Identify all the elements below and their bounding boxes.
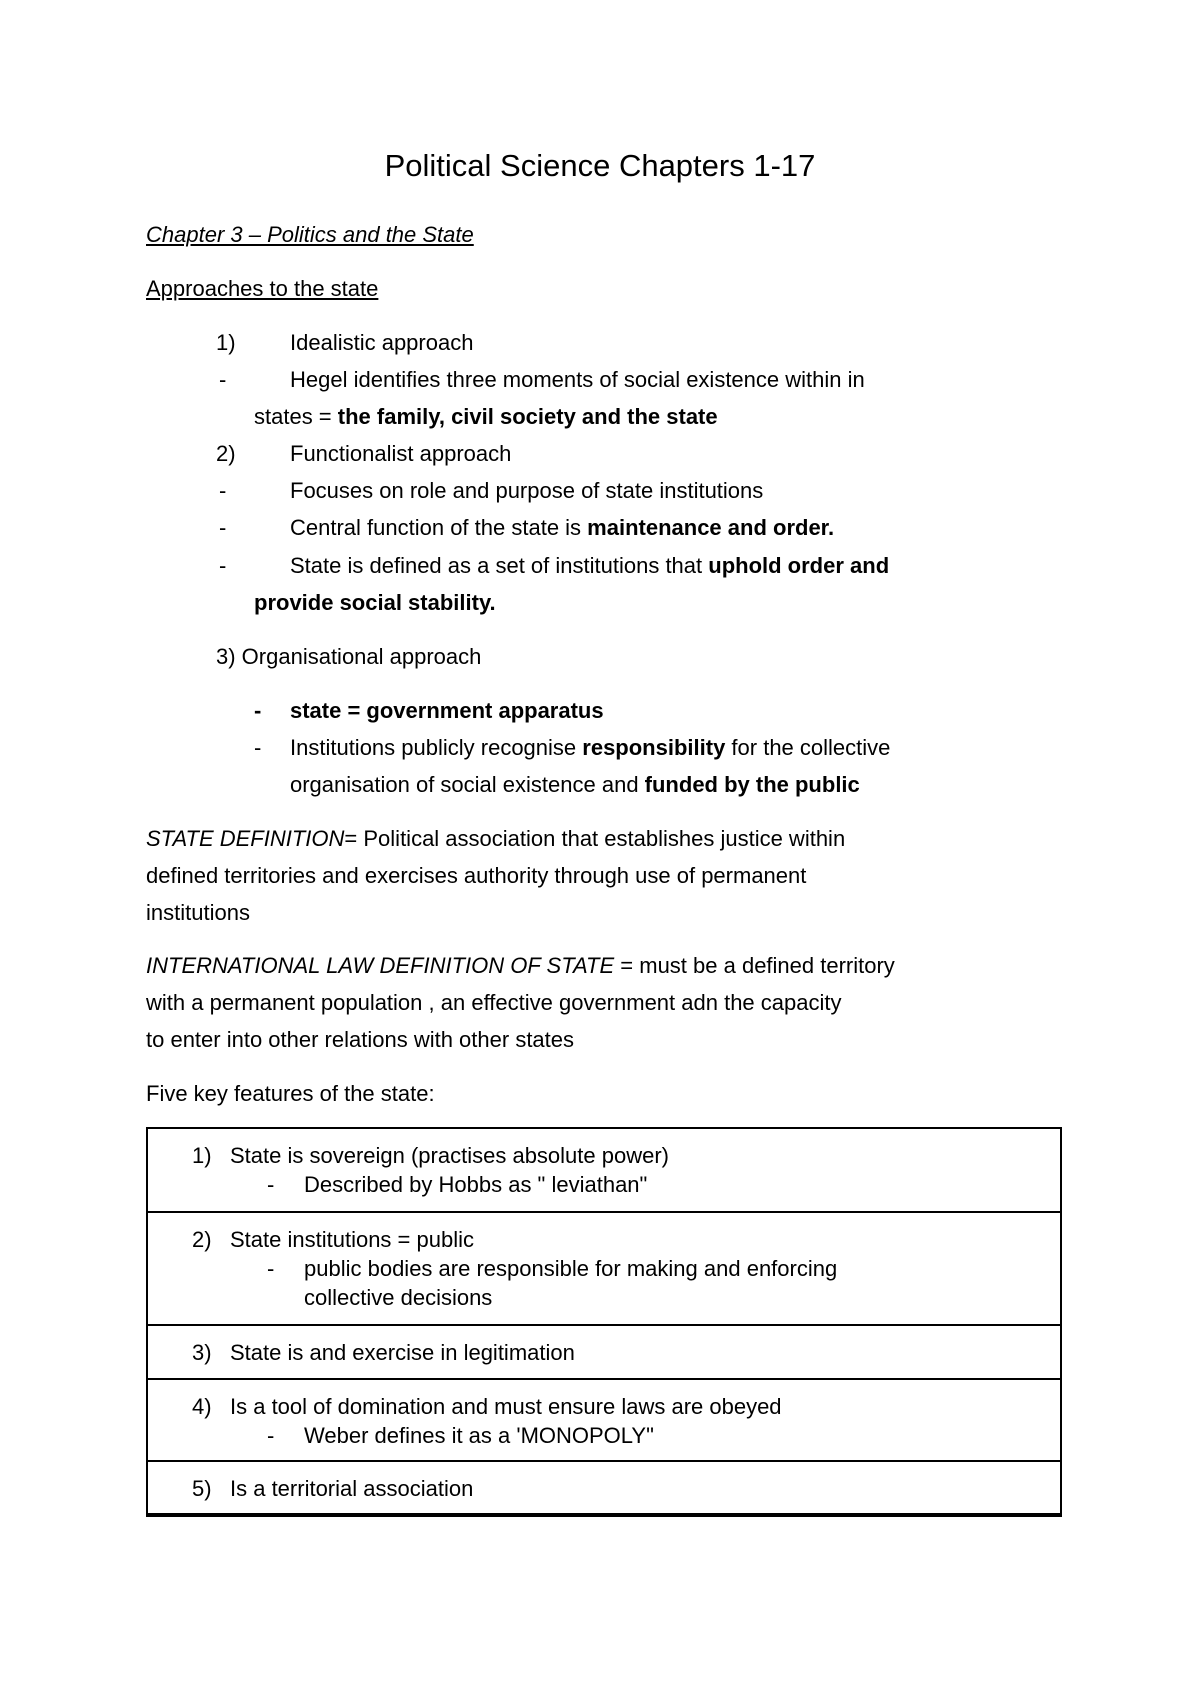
feature-main-line <box>148 1141 1060 1170</box>
bullet-bold-text: uphold order and <box>708 553 890 578</box>
feature-subtext: Described by Hobbs as " leviathan" <box>304 1172 648 1197</box>
feature-text: State is and exercise in legitimation <box>230 1340 575 1365</box>
feature-subtext: public bodies are responsible for making and enforcing <box>304 1256 838 1281</box>
bullet-plain-text: Central function of the state is <box>290 515 588 540</box>
state-definition-line-1 <box>146 824 845 854</box>
bullet-dash: - <box>254 698 262 723</box>
bullet-dash: - <box>219 367 227 392</box>
bullet-text <box>290 513 834 543</box>
bullet-bold-text: the family, civil society and the state <box>337 404 718 429</box>
approaches-heading: Approaches to the state <box>146 276 379 301</box>
feature-number: 2) <box>192 1227 212 1252</box>
bullet-dash: - <box>219 515 227 540</box>
intl-definition-line-2: with a permanent population , an effective government adn the capacity <box>146 990 842 1015</box>
feature-number: 3) <box>192 1340 212 1365</box>
bullet-dash: - <box>267 1172 275 1197</box>
feature-row <box>148 1326 1060 1380</box>
approach-1-number: 1) <box>216 330 236 355</box>
feature-sub-line <box>148 1421 1060 1450</box>
features-table <box>146 1127 1062 1517</box>
feature-text: Is a tool of domination and must ensure laws are obeyed <box>230 1394 782 1419</box>
features-heading: Five key features of the state: <box>146 1081 435 1106</box>
feature-text: Is a territorial association <box>230 1476 474 1501</box>
feature-number: 4) <box>192 1394 212 1419</box>
bullet-bold-text: responsibility <box>582 735 726 760</box>
bullet-text <box>290 551 889 581</box>
feature-sub-line <box>148 1170 1060 1199</box>
bullet-text: Focuses on role and purpose of state institutions <box>290 478 764 503</box>
bullet-dash: - <box>219 478 227 503</box>
feature-main-line <box>148 1225 1060 1254</box>
bullet-dash: - <box>254 735 262 760</box>
approach-2-number: 2) <box>216 441 236 466</box>
feature-row <box>148 1462 1060 1515</box>
feature-number: 5) <box>192 1476 212 1501</box>
state-definition-line-2: defined territories and exercises authority through use of permanent <box>146 863 807 888</box>
bullet-plain-text: State is defined as a set of institutions that <box>290 553 709 578</box>
feature-sub-line <box>148 1254 1060 1283</box>
feature-sub-line <box>148 1283 1060 1312</box>
feature-text: State is sovereign (practises absolute power) <box>230 1143 669 1168</box>
feature-row <box>148 1213 1060 1326</box>
approach-3-label: 3) Organisational approach <box>216 644 482 669</box>
page-title: Political Science Chapters 1-17 <box>384 148 816 183</box>
bullet-dash: - <box>219 553 227 578</box>
bullet-plain-text: for the collective <box>725 735 891 760</box>
definition-text: = must be a defined territory <box>614 953 895 978</box>
feature-main-line <box>148 1338 1060 1367</box>
approach-1-label: Idealistic approach <box>290 330 474 355</box>
bullet-bold-text: provide social stability. <box>254 590 496 615</box>
bullet-dash: - <box>267 1423 275 1448</box>
bullet-text <box>290 733 890 763</box>
bullet-plain-text: organisation of social existence and <box>290 772 645 797</box>
feature-row <box>148 1380 1060 1462</box>
bullet-bold-text: funded by the public <box>644 772 860 797</box>
approach-2-label: Functionalist approach <box>290 441 512 466</box>
bullet-bold-text: state = government apparatus <box>290 698 604 723</box>
feature-subtext: Weber defines it as a 'MONOPOLY" <box>304 1423 654 1448</box>
feature-number: 1) <box>192 1143 212 1168</box>
intl-definition-label: INTERNATIONAL LAW DEFINITION OF STATE <box>146 953 615 978</box>
intl-definition-line-1 <box>146 951 895 981</box>
bullet-text: states = <box>254 404 338 429</box>
feature-main-line <box>148 1474 1060 1503</box>
bullet-bold-text: maintenance and order. <box>587 515 835 540</box>
bullet-text: Hegel identifies three moments of social existence within in <box>290 367 865 392</box>
chapter-heading: Chapter 3 – Politics and the State <box>146 222 474 247</box>
state-definition-line-3: institutions <box>146 900 250 925</box>
feature-text: State institutions = public <box>230 1227 474 1252</box>
feature-subtext: collective decisions <box>304 1285 493 1310</box>
feature-row <box>148 1129 1060 1213</box>
definition-text: = Political association that establishes justice within <box>344 826 846 851</box>
approach-3-bullet-2-continued <box>290 770 860 800</box>
approach-2-bullet-3-continued <box>254 588 496 618</box>
feature-main-line <box>148 1392 1060 1421</box>
intl-definition-line-3: to enter into other relations with other states <box>146 1027 575 1052</box>
bullet-dash: - <box>267 1256 275 1281</box>
bullet-plain-text: Institutions publicly recognise <box>290 735 583 760</box>
approach-1-bullet-continued <box>254 402 718 432</box>
state-definition-label: STATE DEFINITION <box>146 826 345 851</box>
